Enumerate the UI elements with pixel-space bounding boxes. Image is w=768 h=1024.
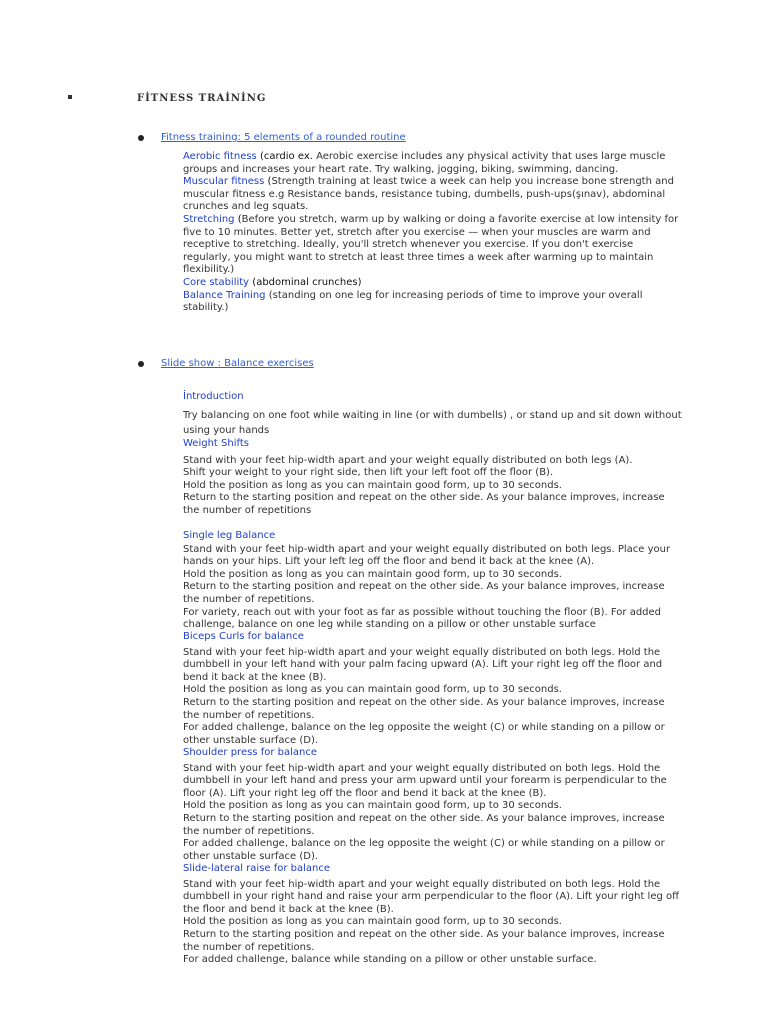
- balance-intro: [183, 391, 683, 438]
- page-title: FİTNESS TRAİNİNG: [137, 93, 267, 104]
- bullet-icon: [138, 361, 144, 367]
- section-heading: Weight Shifts: [183, 438, 249, 449]
- shoulder-press-section: Shoulder press for balance Stand with your feet hip-width apart and your weight equally distributed on both legs. Hold the dumbbell in your left hand and press your arm upward until your forearm is perpendicular to the floor (A). Lift your right leg off the floor and bend it back at the knee (B). Hold the position as long as you can maintain good form, up to 30 seconds. Return to the starting position and repeat on the other side. As your balance improves, increase the number of repetitions. For added challenge, balance on the leg opposite the weight (C) or while standing on a pillow or other unstable surface (D).: [183, 747, 683, 863]
- intro-text: Try balancing on one foot while waiting in line (or with dumbells) , or stand up and sit down without using your hands: [183, 409, 682, 436]
- fitness-training-link[interactable]: Fitness training: 5 elements of a rounded routine: [161, 132, 406, 143]
- list-item: Muscular fitness (Strength training at least twice a week can help you increase bone strength and muscular fitness e.g Resistance bands, resistance tubing, dumbells, push-ups(şınav), abdominal crunches and leg squats.: [183, 176, 674, 213]
- list-item: Balance Training (standing on one leg for increasing periods of time to improve your overall stability.): [183, 289, 643, 314]
- item-name: Stretching: [183, 213, 235, 225]
- square-bullet-icon: [68, 95, 72, 99]
- list-item: Stretching (Before you stretch, warm up by walking or doing a favorite exercise at low intensity for five to 10 minutes. Better yet, stretch after you exercise — when your muscles are warm and receptive to stretching. Ideally, you'll stretch whenever you exercise. If you don't exercise regularly, you might want to stretch at least three times a week after warming up to maintain flexibility.): [183, 213, 679, 276]
- balance-slideshow-link[interactable]: Slide show : Balance exercises: [161, 358, 314, 369]
- lateral-raise-section: Slide-lateral raise for balance Stand with your feet hip-width apart and your weight equally distributed on both legs. Hold the dumbbell in your right hand and raise your arm perpendicular to the floor (A). Lift your right leg off the floor and bend it back at the knee (B). Hold the position as long as you can maintain good form, up to 30 seconds. Return to the starting position and repeat on the other side. As your balance improves, increase the number of repetitions. For added challenge, balance while standing on a pillow or other unstable surface.: [183, 863, 683, 967]
- section-heading: Single leg Balance: [183, 530, 276, 541]
- item-name: Core stability: [183, 276, 250, 288]
- list-item: Core stability (abdominal crunches): [183, 276, 362, 288]
- bullet-icon: [138, 135, 144, 141]
- item-name: Balance Training: [183, 289, 266, 301]
- section-heading: İntroduction: [183, 391, 244, 402]
- item-name: Aerobic fitness: [183, 151, 257, 162]
- section-heading: Biceps Curls for balance: [183, 631, 304, 642]
- weight-shifts-section: Weight Shifts Stand with your feet hip-width apart and your weight equally distributed on both legs (A). Shift your weight to your right side, then lift your left foot off the floor (B). Hold the position as long as you can maintain good form, up to 30 seconds. Return to the starting position and repeat on the other side. As your balance improves, increase the number of repetitions: [183, 438, 683, 518]
- biceps-curls-section: Biceps Curls for balance Stand with your feet hip-width apart and your weight equally distributed on both legs. Hold the dumbbell in your left hand with your palm facing upward (A). Lift your right leg off the floor and bend it back at the knee (B). Hold the position as long as you can maintain good form, up to 30 seconds. Return to the starting position and repeat on the other side. As your balance improves, increase the number of repetitions. For added challenge, balance on the leg opposite the weight (C) or while standing on a pillow or other unstable surface (D).: [183, 631, 683, 747]
- fitness-elements-list: [183, 151, 683, 315]
- item-name: Muscular fitness: [183, 176, 265, 188]
- section-heading: Slide-lateral raise for balance: [183, 863, 331, 874]
- single-leg-balance-section: Single leg Balance Stand with your feet hip-width apart and your weight equally distributed on both legs. Place your hands on your hips. Lift your left leg off the floor and bend it back at the knee (A). Hold the position as long as you can maintain good form, up to 30 seconds. Return to the starting position and repeat on the other side. As your balance improves, increase the number of repetitions. For variety, reach out with your foot as far as possible without touching the floor (B). For added challenge, balance on one leg while standing on a pillow or other unstable surface: [183, 530, 683, 632]
- section-heading: Shoulder press for balance: [183, 747, 317, 758]
- list-item: Aerobic fitness (cardio ex. Aerobic exercise includes any physical activity that uses large muscle groups and increases your heart rate. Try walking, jogging, biking, swimming, dancing.: [183, 151, 666, 175]
